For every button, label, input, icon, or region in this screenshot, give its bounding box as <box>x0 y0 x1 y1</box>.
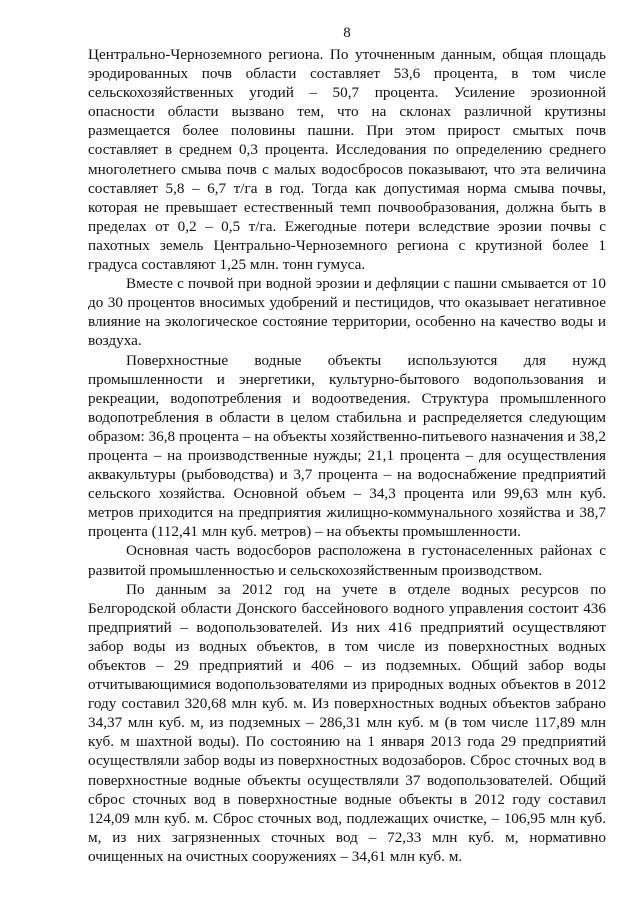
page-number: 8 <box>343 25 351 41</box>
paragraph-fertilizer-runoff: Вместе с почвой при водной эрозии и дефляции с пашни смывается от 10 до 30 процентов вносимых удобрений и пестицидов, что оказывает негативное влияние на экологическое состояние территории, особенно на качество воды и воздуха. <box>88 275 606 350</box>
paragraph-surface-water-use: Поверхностные водные объекты используются для нужд промышленности и энергетики, культурно-бытового водопользования и рекреации, водопотребления и водоотведения. Структура промышленного водопотребления в области в целом стабильна и распределяется следующим образом: 36,8 процента – на объекты хозяйственно-питьевого назначения и 38,2 процента – на производственные нужды; 21,1 процента – для осуществления аквакультуры (рыбоводства) и 3,7 процента – на водоснабжение предприятий сельского хозяйства. Основной объем – 34,3 процента или 99,63 млн куб. метров приходится на предприятия жилищно-коммунального хозяйства и 38,7 процента (112,41 млн куб. метров) – на объекты промышленности. <box>88 351 606 541</box>
document-page <box>88 24 606 866</box>
paragraph-catchment-location: Основная часть водосборов расположена в густонаселенных районах с развитой промышленностью и сельскохозяйственным производством. <box>88 542 606 579</box>
paragraph-soil-erosion: Центрально-Черноземного региона. По уточненным данным, общая площадь эродированных почв области составляет 53,6 процента, в том числе сельскохозяйственных угодий – 50,7 процента. Усиление эрозионной опасности области вызвано тем, что на склонах различной крутизны размещается более половины пашни. При этом прирост смытых почв составляет в среднем 0,3 процента. Исследования по определению среднего многолетнего смыва почв с малых водосбросов показывают, что эта величина составляет 5,8 – 6,7 т/га в год. Тогда как допустимая норма смыва почвы, которая не превышает естественный темп почвообразования, должна быть в пределах от 0,2 – 0,5 т/га. Ежегодные потери вследствие эрозии почвы с пахотных земель Центрально-Черноземного региона с крутизной более 1 градуса составляют 1,25 млн. тонн гумуса. <box>88 46 606 274</box>
paragraph-water-users-2012: По данным за 2012 год на учете в отделе водных ресурсов по Белгородской области Донского бассейнового водного управления состоит 436 предприятий – водопользователей. Из них 416 предприятий осуществляют забор воды из водных объектов, в том числе из поверхностных водных объектов – 29 предприятий и 406 – из подземных. Общий забор воды отчитывающимися водопользователями из природных водных объектов в 2012 году составил 320,68 млн куб. м. Из поверхностных водных объектов забрано 34,37 млн куб. м, из подземных – 286,31 млн куб. м (в том числе 117,89 млн куб. м шахтной воды). По состоянию на 1 января 2013 года 29 предприятий осуществляли забор воды из поверхностных водозаборов. Сброс сточных вод в поверхностные водные объекты осуществляли 37 водопользователей. Общий сброс сточных вод в поверхностные водные объекты в 2012 году составил 124,09 млн куб. м. Сброс сточных вод, подлежащих очистке, – 106,95 млн куб. м, из них загрязненных сточных вод – 72,33 млн куб. м, нормативно очищенных на очистных сооружениях – 34,61 млн куб. м. <box>88 580 606 865</box>
